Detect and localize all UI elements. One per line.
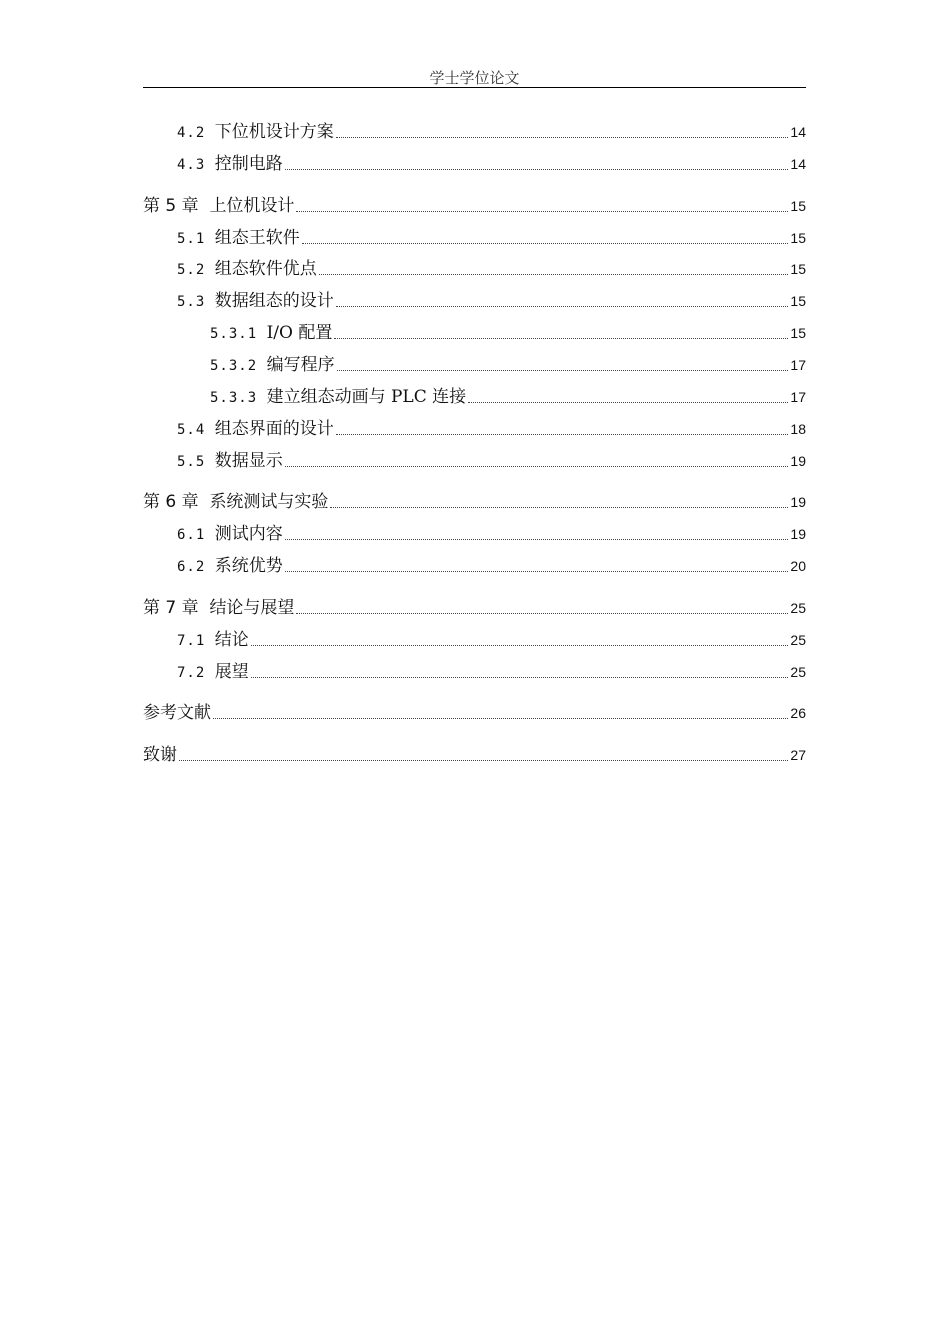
table-of-contents [143, 0, 806, 800]
toc-entry-page: 27 [790, 747, 806, 763]
toc-entry-5-3-2[interactable] [210, 353, 806, 377]
toc-entry-number: 5.3 [177, 294, 215, 310]
toc-entry-page: 25 [790, 632, 806, 648]
dot-leader [319, 274, 789, 275]
toc-entry-title: 组态软件优点 [214, 259, 317, 279]
toc-entry-title: I/O 配置 [266, 323, 333, 343]
toc-entry-4-2[interactable] [177, 120, 806, 144]
toc-entry-title: 下位机设计方案 [214, 122, 334, 142]
toc-chapter-7[interactable] [143, 596, 806, 620]
dot-leader [285, 571, 789, 572]
dot-leader [296, 613, 788, 614]
toc-entry-page: 14 [790, 124, 806, 140]
dot-leader [336, 137, 789, 138]
dot-leader [285, 169, 789, 170]
toc-entry-page: 26 [790, 705, 806, 721]
dot-leader [336, 434, 789, 435]
toc-entry-5-3-3[interactable] [210, 385, 806, 409]
toc-entry-title: 数据显示 [214, 451, 283, 471]
dot-leader [285, 539, 789, 540]
toc-entry-title: 上位机设计 [209, 196, 295, 216]
dot-leader [337, 370, 789, 371]
dot-leader [302, 243, 789, 244]
dot-leader [334, 338, 788, 339]
toc-entry-title: 控制电路 [214, 154, 283, 174]
dot-leader [336, 306, 789, 307]
toc-entry-number: 5.3.1 [210, 326, 267, 342]
toc-entry-title: 建立组态动画与 PLC 连接 [266, 387, 467, 407]
toc-entry-number: 第 6 章 [143, 492, 210, 512]
toc-entry-6-2[interactable] [177, 554, 806, 578]
toc-entry-4-3[interactable] [177, 152, 806, 176]
toc-entry-number: 6.2 [177, 559, 215, 575]
toc-entry-number: 5.3.3 [210, 390, 267, 406]
toc-entry-page: 19 [790, 494, 806, 510]
toc-entry-page: 17 [790, 389, 806, 405]
toc-entry-title: 结论与展望 [209, 598, 295, 618]
toc-entry-number: 5.3.2 [210, 358, 267, 374]
dot-leader [285, 466, 789, 467]
toc-entry-number: 6.1 [177, 527, 215, 543]
toc-entry-title: 展望 [214, 662, 249, 682]
toc-chapter-5[interactable] [143, 194, 806, 218]
toc-entry-page: 19 [790, 526, 806, 542]
dot-leader [213, 718, 788, 719]
toc-entry-page: 25 [790, 600, 806, 616]
toc-entry-number: 5.1 [177, 231, 215, 247]
dot-leader [296, 211, 788, 212]
toc-entry-page: 14 [790, 156, 806, 172]
toc-entry-title: 系统测试与实验 [209, 492, 329, 512]
toc-entry-7-1[interactable] [177, 628, 806, 652]
toc-entry-number: 第 5 章 [143, 196, 210, 216]
dot-leader [251, 645, 789, 646]
toc-entry-page: 17 [790, 357, 806, 373]
toc-entry-page: 15 [790, 230, 806, 246]
toc-entry-5-3-1[interactable] [210, 321, 806, 345]
toc-entry-5-1[interactable] [177, 226, 806, 250]
toc-entry-references[interactable] [143, 701, 806, 725]
toc-entry-number: 7.2 [177, 665, 215, 681]
toc-entry-number: 第 7 章 [143, 598, 210, 618]
toc-entry-title: 系统优势 [214, 556, 283, 576]
toc-entry-title: 测试内容 [214, 524, 283, 544]
dot-leader [251, 677, 789, 678]
toc-entry-7-2[interactable] [177, 660, 806, 684]
dot-leader [330, 507, 788, 508]
toc-entry-title: 致谢 [143, 745, 177, 765]
toc-entry-title: 组态界面的设计 [214, 419, 334, 439]
toc-entry-title: 编写程序 [266, 355, 335, 375]
toc-entry-acknowledgements[interactable] [143, 743, 806, 767]
toc-entry-5-3[interactable] [177, 289, 806, 313]
toc-entry-page: 15 [790, 293, 806, 309]
toc-entry-page: 20 [790, 558, 806, 574]
toc-entry-5-5[interactable] [177, 449, 806, 473]
dot-leader [179, 760, 788, 761]
toc-entry-title: 结论 [214, 630, 249, 650]
toc-entry-title: 参考文献 [143, 703, 211, 723]
toc-entry-number: 4.2 [177, 125, 215, 141]
toc-entry-page: 25 [790, 664, 806, 680]
page-header-title: 学士学位论文 [429, 69, 520, 87]
toc-entry-number: 5.4 [177, 422, 215, 438]
dot-leader [468, 402, 788, 403]
toc-entry-number: 4.3 [177, 157, 215, 173]
toc-entry-page: 15 [790, 261, 806, 277]
toc-entry-number: 7.1 [177, 633, 215, 649]
toc-entry-number: 5.2 [177, 262, 215, 278]
toc-entry-page: 15 [790, 198, 806, 214]
toc-entry-page: 15 [790, 325, 806, 341]
toc-entry-6-1[interactable] [177, 522, 806, 546]
toc-entry-number: 5.5 [177, 454, 215, 470]
toc-entry-5-2[interactable] [177, 257, 806, 281]
toc-entry-page: 18 [790, 421, 806, 437]
toc-entry-title: 数据组态的设计 [214, 291, 334, 311]
toc-chapter-6[interactable] [143, 490, 806, 514]
toc-entry-title: 组态王软件 [214, 228, 300, 248]
toc-entry-page: 19 [790, 453, 806, 469]
toc-entry-5-4[interactable] [177, 417, 806, 441]
